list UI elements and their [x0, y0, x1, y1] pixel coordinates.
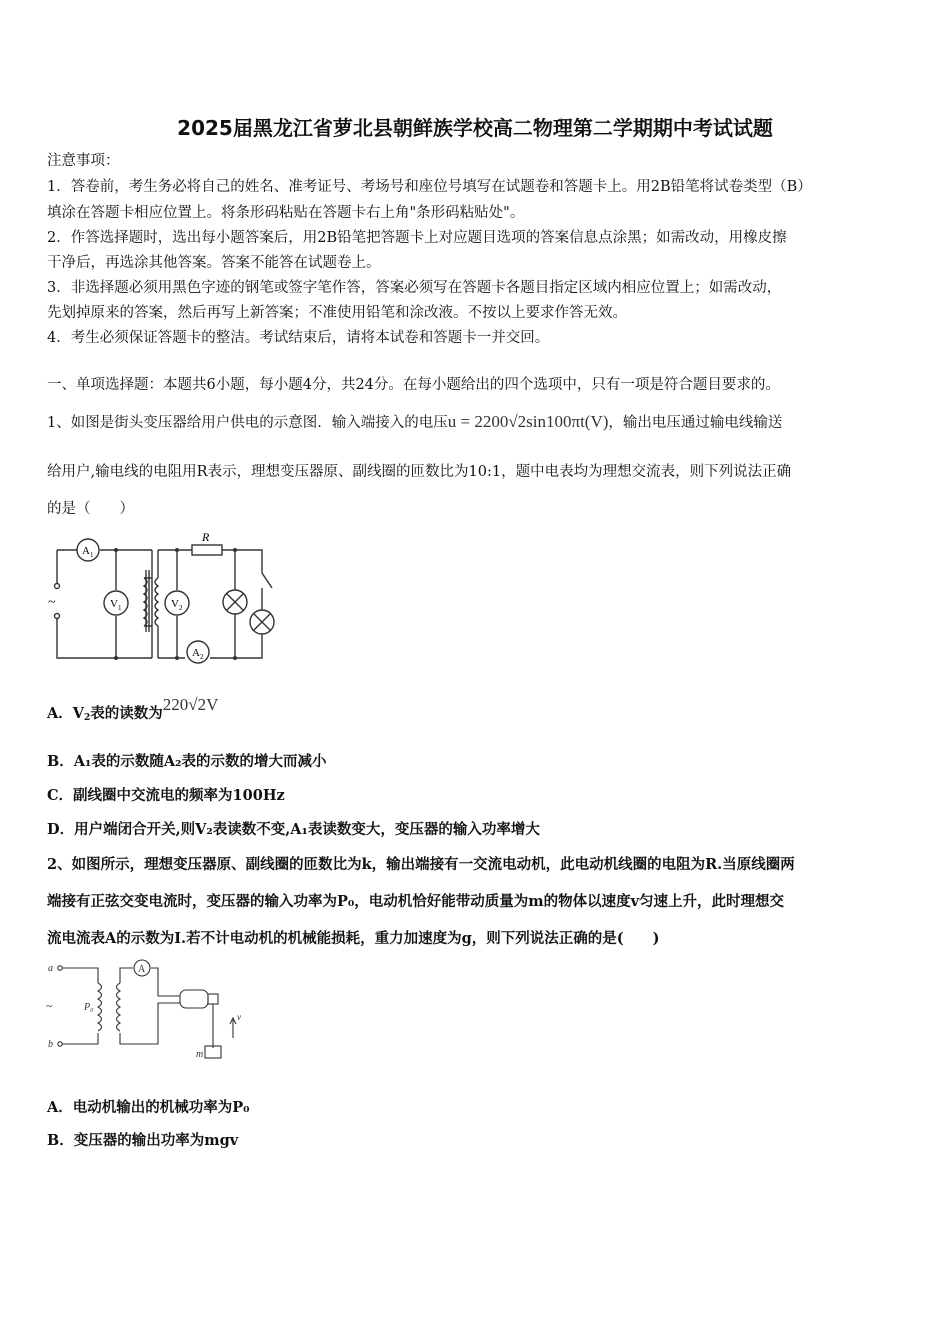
option-text: A₁表的示数随A₂表的示数的增大而减小	[73, 753, 327, 770]
resistor-label: R	[202, 530, 210, 544]
q1-circuit-diagram	[40, 528, 285, 668]
q2-motor-diagram	[40, 958, 250, 1063]
notice-line: 3．非选择题必须用黑色字迹的钢笔或签字笔作答，答案必须写在答题卡各题目指定区域内相应位置上；如需改动，	[47, 280, 782, 296]
option-prefix: C．	[47, 787, 74, 804]
option-text: 用户端闭合开关,则V₂表读数不变,A₁表读数变大，变压器的输入功率增大	[74, 821, 540, 838]
q2-line1: 2、如图所示，理想变压器原、副线圈的匝数比为k，输出端接有一交流电动机，此电动机线圈的电阻为R.当原线圈两	[47, 856, 795, 873]
option-prefix: A．	[47, 1099, 73, 1116]
a2-label: A	[192, 647, 200, 659]
option-prefix: B．	[47, 1132, 74, 1149]
notice-line: 1．答卷前，考生务必将自己的姓名、准考证号、考场号和座位号填写在试题卷和答题卡上。用2B铅笔将试卷类型（B）	[47, 179, 812, 195]
q1-formula: u = 2200√2sin100πt(V)	[447, 412, 609, 431]
notice-line: 2．作答选择题时，选出每小题答案后，用2B铅笔把答题卡上对应题目选项的答案信息点涂黑；如需改动，用橡皮擦	[47, 230, 787, 246]
q1-text: ，输出电压通过输电线输送	[608, 415, 783, 431]
option-prefix: D．	[47, 821, 75, 838]
option-text: 电动机输出的机械功率为P₀	[72, 1099, 250, 1116]
option-prefix: A．	[47, 705, 73, 722]
q1-option-d	[47, 820, 540, 840]
q1-text: 1、如图是街头变压器给用户供电的示意图．输入端接入的电压	[47, 415, 448, 431]
option-symbol: V	[72, 705, 85, 722]
notice-heading: 注意事项：	[47, 153, 120, 169]
option-prefix: B．	[47, 753, 74, 770]
v1-label: V	[110, 598, 118, 610]
option-text: 表的读数为	[90, 705, 163, 722]
v2-label: V	[171, 598, 179, 610]
ac-symbol: ~	[46, 999, 53, 1013]
q1-option-c	[47, 786, 285, 806]
q1-option-a	[47, 695, 219, 728]
option-text: 副线圈中交流电的频率为100Hz	[73, 787, 285, 804]
option-text: 变压器的输出功率为mgv	[73, 1132, 239, 1149]
ammeter-label: A	[138, 964, 146, 975]
p0-label: P₀	[84, 1002, 94, 1013]
terminal-b-label: b	[48, 1039, 53, 1050]
velocity-label: v	[237, 1012, 241, 1022]
a2-sub: 2	[200, 653, 204, 661]
terminal-a-label: a	[48, 963, 53, 974]
q1-option-b	[47, 752, 326, 772]
a1-sub: 1	[90, 551, 94, 559]
option-subscript: 2	[84, 713, 91, 723]
v2-sub: 2	[179, 604, 183, 612]
notice-line: 干净后，再选涂其他答案。答案不能答在试题卷上。	[47, 255, 381, 271]
notice-line: 填涂在答题卡相应位置上。将条形码粘贴在答题卡右上角"条形码粘贴处"。	[47, 205, 525, 221]
notice-line: 先划掉原来的答案，然后再写上新答案；不准使用铅笔和涂改液。不按以上要求作答无效。	[47, 305, 627, 321]
q2-line3: 流电流表A的示数为I.若不计电动机的机械能损耗，重力加速度为g，则下列说法正确的是( )	[47, 930, 660, 947]
page-title: 2025届黑龙江省萝北县朝鲜族学校高二物理第二学期期中考试试题	[177, 116, 773, 140]
q2-option-a	[47, 1098, 250, 1118]
q1-line1	[47, 412, 782, 433]
mass-label: m	[196, 1049, 204, 1060]
option-math: 220√2V	[162, 695, 219, 714]
q2-line2: 端接有正弦交变电流时，变压器的输入功率为P₀，电动机恰好能带动质量为m的物体以速度v匀速上升，此时理想交	[47, 893, 785, 910]
section-heading: 一、单项选择题：本题共6小题，每小题4分，共24分。在每小题给出的四个选项中，只有一项是符合题目要求的。	[47, 377, 780, 393]
ac-symbol: ~	[48, 595, 56, 610]
v1-sub: 1	[118, 604, 122, 612]
a1-label: A	[82, 545, 90, 557]
q1-line3: 的是（ ）	[47, 501, 134, 517]
notice-line: 4．考生必须保证答题卡的整洁。考试结束后，请将本试卷和答题卡一并交回。	[47, 330, 550, 346]
q1-line2: 给用户,输电线的电阻用R表示，理想变压器原、副线圈的匝数比为10:1，题中电表均为理想交流表，则下列说法正确	[47, 464, 792, 480]
q2-option-b	[47, 1131, 238, 1151]
